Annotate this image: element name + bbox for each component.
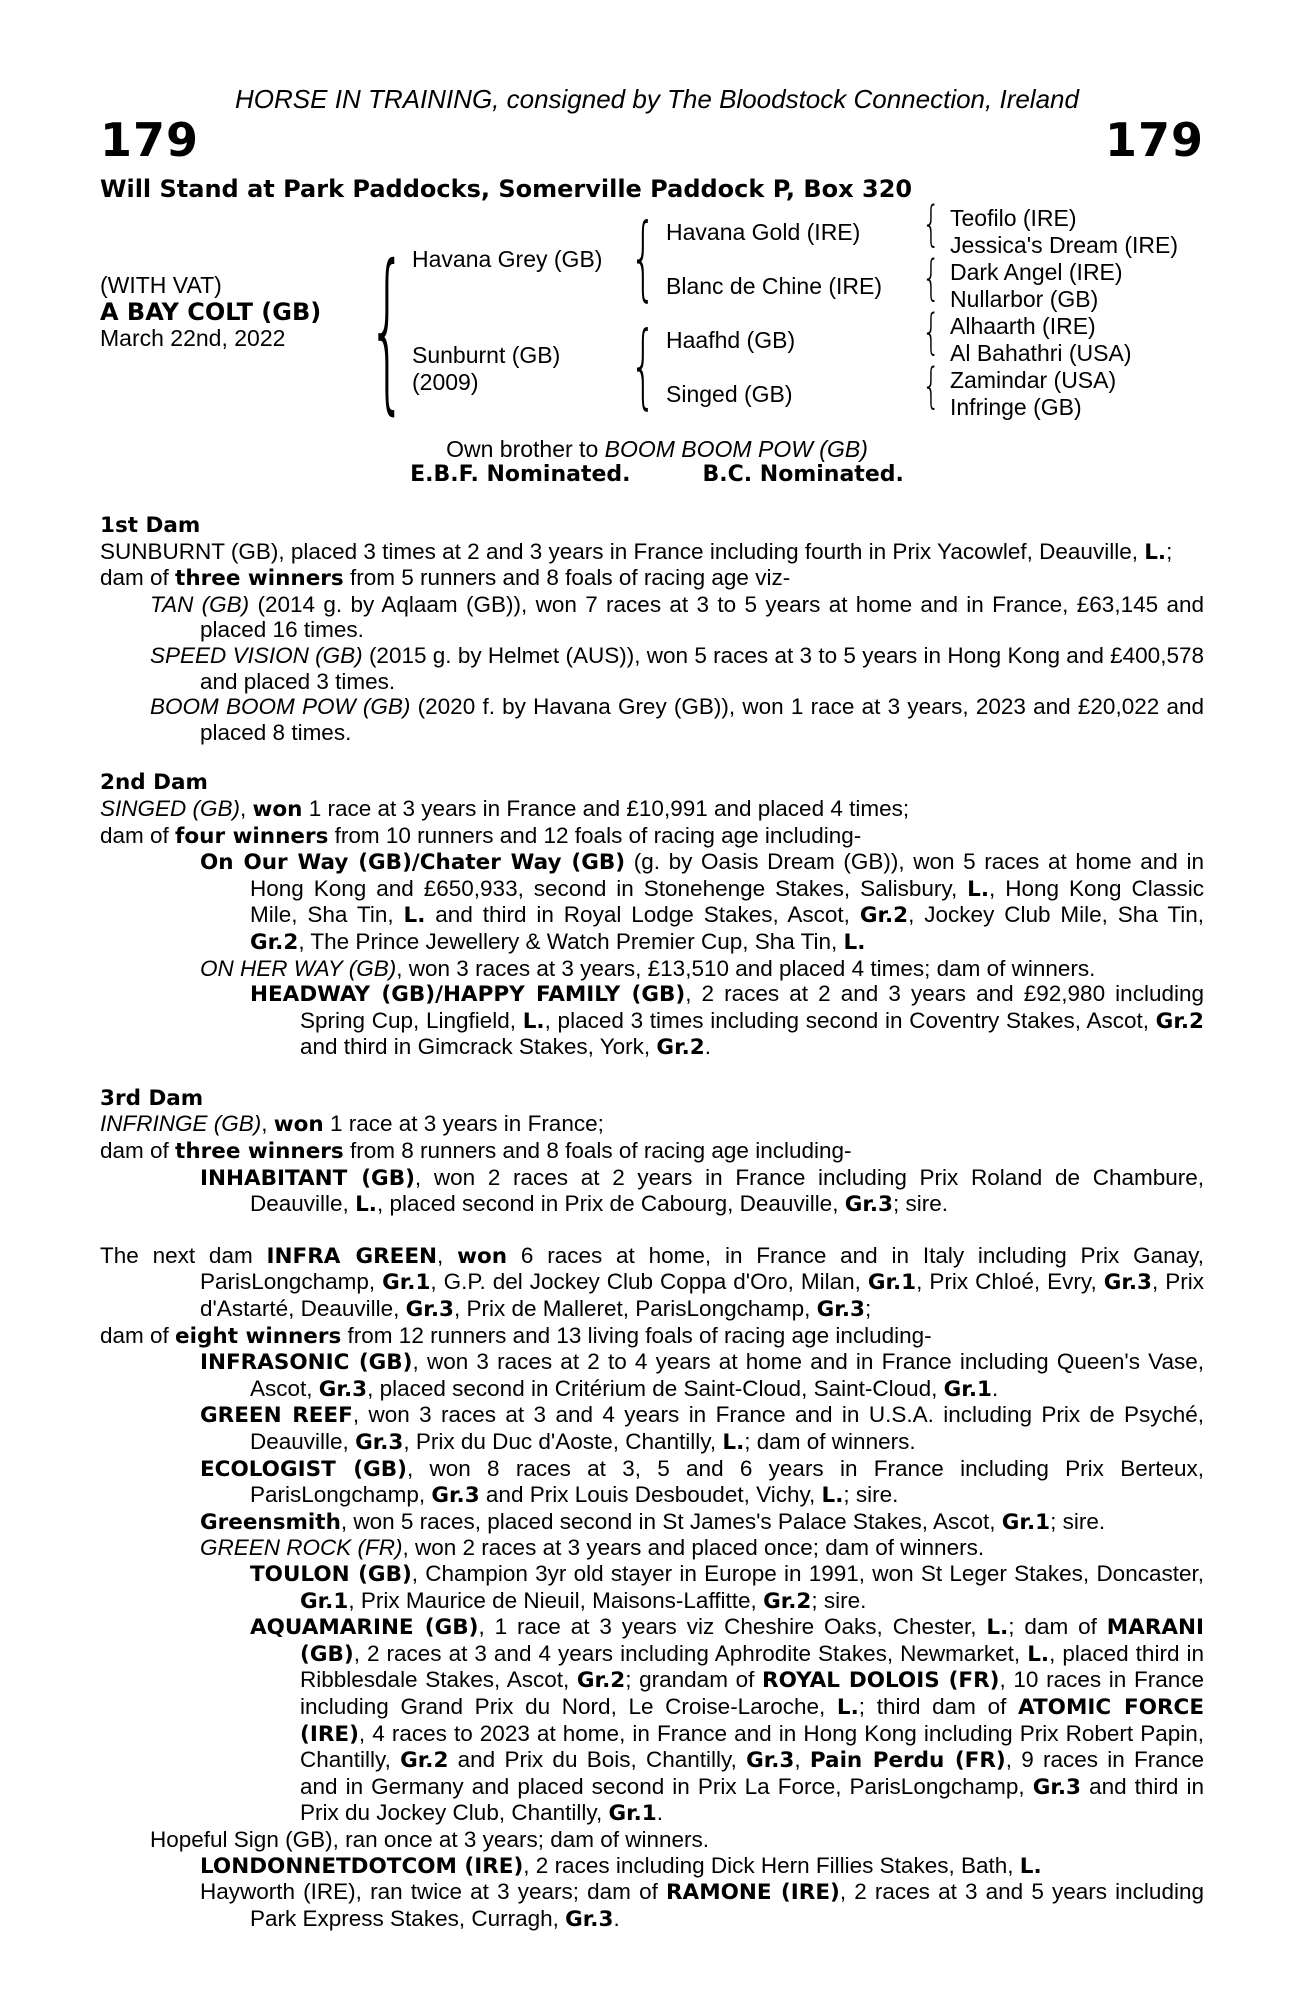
- section-2nd-dam: 2nd Dam: [100, 770, 208, 796]
- dam1-tan: TAN (GB) (2014 g. by Aqlaam (GB)), won 7 races at 3 to 5 years at home and in France, £63,145 and placed 16 times.: [150, 591, 1204, 643]
- nominations-line: [0, 462, 1314, 487]
- pedigree-sire: Havana Grey (GB): [412, 246, 603, 272]
- nextdam-produce-summary: dam of eight winners from 12 runners and 13 living foals of racing age including-: [100, 1322, 932, 1349]
- dam1-produce-summary: dam of three winners from 5 runners and 8 foals of racing age viz-: [100, 565, 791, 592]
- pedigree-dam-sire: Haafhd (GB): [666, 327, 796, 353]
- dam2-singed: SINGED (GB), won 1 race at 3 years in France and £10,991 and placed 4 times;: [100, 795, 910, 822]
- dam2-on-our-way: On Our Way (GB)/Chater Way (GB) (g. by Oasis Dream (GB)), won 5 races at home and in Hong Kong and £650,933, second in Stonehenge Stakes, Salisbury, L., Hong Kong Classic Mile, Sha Tin, L. and third in Royal Lodge Stakes, Ascot, Gr.2, Jockey Club Mile, Sha Tin, Gr.2, The Prince Jewellery & Watch Premier Cup, Sha Tin, L.: [200, 849, 1204, 955]
- pedigree-brace-sire: {: [630, 204, 657, 311]
- pedigree-g3-4: Nullarbor (GB): [950, 286, 1099, 312]
- own-brother-prefix: Own brother to: [446, 436, 605, 462]
- dam1-sunburnt: SUNBURNT (GB), placed 3 times at 2 and 3 years in France including fourth in Prix Yacowlef, Deauville, L.;: [100, 538, 1173, 565]
- dam2-produce-summary: dam of four winners from 10 runners and 12 foals of racing age including-: [100, 822, 862, 849]
- dam3-infringe: INFRINGE (GB), won 1 race at 3 years in France;: [100, 1111, 604, 1138]
- pedigree-sire-sire: Havana Gold (IRE): [666, 219, 861, 245]
- dam2-headway: HEADWAY (GB)/HAPPY FAMILY (GB), 2 races at 2 and 3 years and £92,980 including Spring Cup, Lingfield, L., placed 3 times including second in Coventry Stakes, Ascot, Gr.2 and third in Gimcrack Stakes, York, Gr.2.: [250, 981, 1204, 1061]
- section-1st-dam: 1st Dam: [100, 513, 201, 538]
- pedigree-brace-g3c: {: [922, 304, 941, 360]
- dam1-boom-boom-pow: BOOM BOOM POW (GB) (2020 f. by Havana Grey (GB)), won 1 race at 3 years, 2023 and £20,022 and placed 8 times.: [150, 694, 1205, 745]
- pedigree-g3-7: Zamindar (USA): [950, 367, 1117, 393]
- pedigree-brace-main: {: [368, 228, 407, 431]
- stand-location: Will Stand at Park Paddocks, Somerville Paddock P, Box 320: [100, 175, 913, 203]
- nextdam-hayworth: Hayworth (IRE), ran twice at 3 years; dam of RAMONE (IRE), 2 races at 3 and 5 years including Park Express Stakes, Curragh, Gr.3.: [200, 1879, 1204, 1932]
- nextdam-hopeful-sign: Hopeful Sign (GB), ran once at 3 years; dam of winners.: [150, 1826, 710, 1852]
- dam3-inhabitant: INHABITANT (GB), won 2 races at 2 years in France including Prix Roland de Chambure, Deauville, L., placed second in Prix de Cabourg, Deauville, Gr.3; sire.: [200, 1164, 1204, 1218]
- vat-label: (WITH VAT): [100, 272, 222, 298]
- lot-number-right: 179: [1104, 113, 1204, 167]
- nextdam-infra-green: The next dam INFRA GREEN, won 6 races at home, in France and in Italy including Prix Ganay, ParisLongchamp, Gr.1, G.P. del Jockey Club Coppa d'Oro, Milan, Gr.1, Prix Chloé, Evry, Gr.3, Prix d'Astarté, Deauville, Gr.3, Prix de Malleret, ParisLongchamp, Gr.3;: [100, 1242, 1204, 1323]
- nextdam-green-rock: GREEN ROCK (FR), won 2 races at 3 years and placed once; dam of winners.: [200, 1535, 985, 1561]
- own-brother-line: [0, 436, 1314, 463]
- pedigree-notes: [100, 513, 1204, 1932]
- dam1-speed-vision: SPEED VISION (GB) (2015 g. by Helmet (AUS)), won 5 races at 3 to 5 years in Hong Kong and £400,578 and placed 3 times.: [150, 642, 1204, 694]
- section-3rd-dam: 3rd Dam: [100, 1085, 204, 1111]
- horse-dob: March 22nd, 2022: [100, 325, 286, 351]
- nextdam-londonnetdotcom: LONDONNETDOTCOM (IRE), 2 races including Dick Hern Fillies Stakes, Bath, L.: [200, 1852, 1042, 1879]
- own-brother-name: BOOM BOOM POW (GB): [604, 436, 868, 462]
- pedigree-g3-8: Infringe (GB): [950, 394, 1082, 420]
- pedigree-dam-year: (2009): [412, 369, 479, 395]
- nextdam-green-reef: GREEN REEF, won 3 races at 3 and 4 years in France and in U.S.A. including Prix de Psyché, Deauville, Gr.3, Prix du Duc d'Aoste, Chantilly, L.; dam of winners.: [200, 1402, 1205, 1455]
- ebf-nominated: E.B.F. Nominated.: [410, 462, 631, 487]
- nextdam-greensmith: Greensmith, won 5 races, placed second in St James's Palace Stakes, Ascot, Gr.1; sire.: [200, 1508, 1106, 1535]
- pedigree-brace-g3d: {: [922, 358, 941, 414]
- pedigree-g3-2: Jessica's Dream (IRE): [950, 232, 1179, 258]
- dam3-produce-summary: dam of three winners from 8 runners and 8 foals of racing age including-: [100, 1138, 852, 1165]
- pedigree-g3-5: Alhaarth (IRE): [950, 313, 1096, 339]
- lot-number-left: 179: [100, 113, 200, 167]
- pedigree-brace-g3b: {: [922, 250, 941, 306]
- dam2-on-her-way: ON HER WAY (GB), won 3 races at 3 years, £13,510 and placed 4 times; dam of winners.: [200, 955, 1096, 981]
- pedigree-g3-1: Teofilo (IRE): [950, 205, 1077, 231]
- nextdam-infrasonic: INFRASONIC (GB), won 3 races at 2 to 4 years at home and in France including Queen's Vase, Ascot, Gr.3, placed second in Critérium de Saint-Cloud, Saint-Cloud, Gr.1.: [200, 1349, 1204, 1402]
- consignor-header: HORSE IN TRAINING, consigned by The Bloodstock Connection, Ireland: [235, 84, 1079, 114]
- nextdam-toulon: TOULON (GB), Champion 3yr old stayer in Europe in 1991, won St Leger Stakes, Doncaster, Gr.1, Prix Maurice de Nieuil, Maisons-Laffitte, Gr.2; sire.: [250, 1560, 1204, 1614]
- pedigree-g3-6: Al Bahathri (USA): [950, 340, 1132, 366]
- pedigree-sire-dam: Blanc de Chine (IRE): [666, 273, 883, 299]
- pedigree-brace-dam: {: [630, 312, 657, 419]
- pedigree-dam: Sunburnt (GB): [412, 342, 561, 368]
- nextdam-ecologist: ECOLOGIST (GB), won 8 races at 3, 5 and 6 years in France including Prix Berteux, ParisLongchamp, Gr.3 and Prix Louis Desboudet, Vichy, L.; sire.: [200, 1455, 1204, 1509]
- pedigree-brace-g3a: {: [922, 196, 941, 252]
- pedigree-dam-dam: Singed (GB): [666, 381, 793, 407]
- bc-nominated: B.C. Nominated.: [702, 462, 904, 487]
- pedigree-g3-3: Dark Angel (IRE): [950, 259, 1123, 285]
- nextdam-aquamarine: AQUAMARINE (GB), 1 race at 3 years viz Cheshire Oaks, Chester, L.; dam of MARANI (GB), 2 races at 3 and 4 years including Aphrodite Stakes, Newmarket, L., placed third in Ribblesdale Stakes, Ascot, Gr.2; grandam of ROYAL DOLOIS (FR), 10 races in France including Grand Prix du Nord, Le Croise-Laroche, L.; third dam of ATOMIC FORCE (IRE), 4 races to 2023 at home, in France and in Hong Kong including Prix Robert Papin, Chantilly, Gr.2 and Prix du Bois, Chantilly, Gr.3, Pain Perdu (FR), 9 races in France and in Germany and placed second in Prix La Force, ParisLongchamp, Gr.3 and third in Prix du Jockey Club, Chantilly, Gr.1.: [250, 1614, 1205, 1827]
- horse-name: A BAY COLT (GB): [100, 298, 322, 326]
